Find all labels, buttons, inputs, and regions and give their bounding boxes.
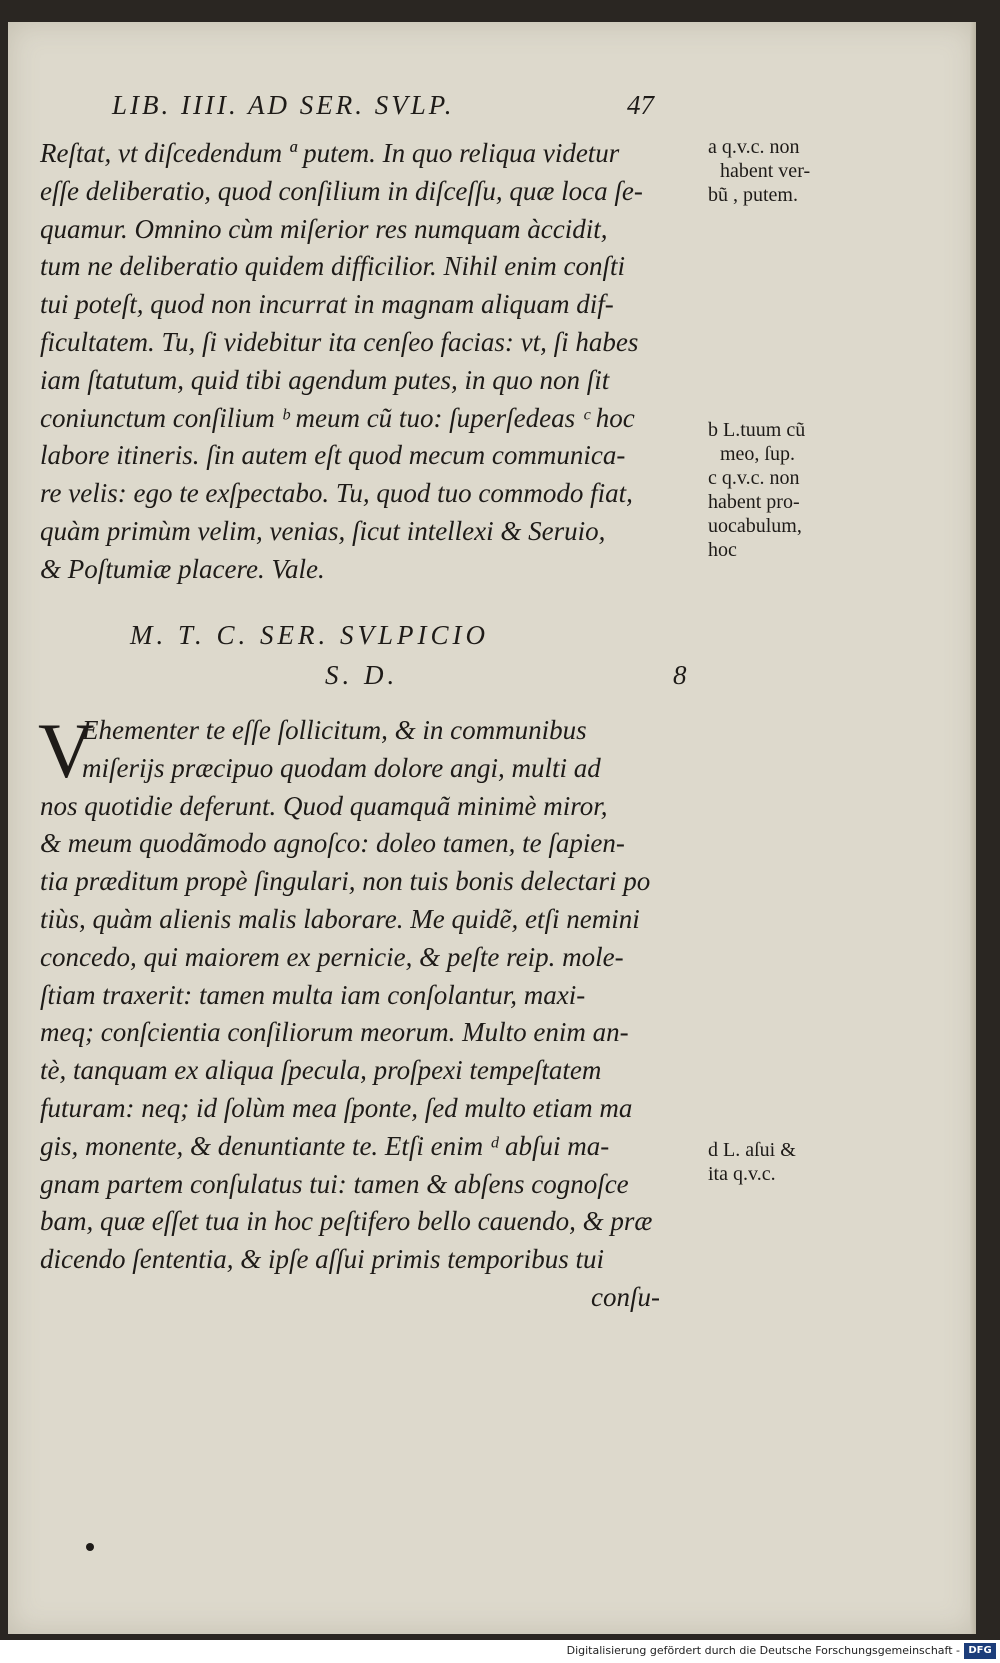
letter-line: miſerijs præcipuo quodam dolore angi, multi ad xyxy=(82,752,601,783)
letter-line: gnam partem conſulatus tui: tamen & abſens cognoſce xyxy=(40,1168,629,1199)
letter-heading-line2: S. D. xyxy=(325,660,399,690)
text-line: quàm primùm velim, venias, ſicut intellexi & Seruio, xyxy=(40,515,606,546)
catchword: conſu- xyxy=(591,1281,660,1312)
margin-note-line: habent pro- xyxy=(708,491,800,513)
margin-note-line: ita q.v.c. xyxy=(708,1163,776,1185)
text-line: quamur. Omnino cùm miſerior res numquam àccidit, xyxy=(40,213,608,244)
margin-note-line: habent ver- xyxy=(720,160,811,182)
margin-note-bc xyxy=(708,420,805,564)
margin-note-line: b L.tuum cũ xyxy=(708,419,806,441)
letter-line: tiùs, quàm alienis malis laborare. Me quidẽ, etſi nemini xyxy=(40,903,640,934)
letter-line: tia præditum propè ſingulari, non tuis bonis delectari po xyxy=(40,866,651,897)
margin-note-line: hoc xyxy=(708,539,737,561)
ink-dot xyxy=(86,1543,94,1551)
text-line: iam ſtatutum, quid tibi agendum putes, in quo non ſit xyxy=(40,364,610,395)
margin-note-line: uocabulum, xyxy=(708,515,802,537)
page-edge xyxy=(970,22,976,1634)
letter-heading-line1: M. T. C. SER. SVLPICIO xyxy=(130,620,489,650)
text-line: eſſe deliberatio, quod conſilium in diſceſſu, quæ loca ſe- xyxy=(40,175,643,206)
letter-line: dicendo ſententia, & ipſe aſſui primis temporibus tui xyxy=(40,1244,604,1275)
letter-body xyxy=(38,707,700,1317)
letter-line: futuram: neq; id ſolùm mea ſponte, ſed multo etiam ma xyxy=(40,1092,633,1123)
letter-line: meq; conſcientia conſiliorum meorum. Multo enim an- xyxy=(40,1017,629,1048)
letter-line: & meum quodãmodo agnoſco: doleo tamen, te ſapien- xyxy=(40,828,625,859)
funding-notice: Digitalisierung gefördert durch die Deutsche Forschungsgemeinschaft - xyxy=(566,1644,960,1657)
margin-note-line: c q.v.c. non xyxy=(708,467,800,489)
letter-heading xyxy=(130,620,690,690)
letter-line: concedo, qui maiorem ex pernicie, & peſte reip. mole- xyxy=(40,941,624,972)
text-line: labore itineris. ſin autem eſt quod mecum communica- xyxy=(40,440,626,471)
margin-note-line: bũ , putem. xyxy=(708,184,798,206)
drop-cap: V xyxy=(38,707,95,794)
letter-line: bam, quæ eſſet tua in hoc peſtifero bello cauendo, & præ xyxy=(40,1206,653,1237)
margin-note-line: meo, ſup. xyxy=(720,443,795,465)
margin-note-line: a q.v.c. non xyxy=(708,136,800,158)
dfg-logo: DFG xyxy=(964,1643,996,1659)
page-number: 47 xyxy=(627,90,654,120)
letter-line: nos quotidie deferunt. Quod quamquã minimè miror, xyxy=(40,790,608,821)
margin-note-line: d L. aſui & xyxy=(708,1139,796,1161)
letter-number: 8 xyxy=(673,660,687,690)
margin-note-a xyxy=(708,137,810,209)
text-line: coniunctum conſilium ᵇ meum cũ tuo: ſuperſedeas ᶜ hoc xyxy=(40,402,635,433)
text-line: Reſtat, vt diſcedendum ª putem. In quo reliqua videtur xyxy=(40,138,620,168)
letter-line: tè, tanquam ex aliqua ſpecula, proſpexi tempeſtatem xyxy=(40,1055,602,1086)
letter-line: ſtiam traxerit: tamen multa iam conſolantur, maxi- xyxy=(40,979,586,1010)
main-text-block xyxy=(40,135,700,589)
footer-bar xyxy=(0,1640,1000,1663)
running-head-title: LIB. IIII. AD SER. SVLP. xyxy=(112,90,455,120)
text-line: & Poſtumiæ placere. Vale. xyxy=(40,553,325,584)
margin-note-d xyxy=(708,1140,796,1188)
running-head xyxy=(112,90,672,121)
text-line: tum ne deliberatio quidem difficilior. Nihil enim conſti xyxy=(40,251,625,282)
text-line: ficultatem. Tu, ſi videbitur ita cenſeo facias: vt, ſi habes xyxy=(40,326,639,357)
letter-line: Ehementer te eſſe ſollicitum, & in communibus xyxy=(82,715,587,745)
letter-line: gis, monente, & denuntiante te. Etſi enim ᵈ abſui ma- xyxy=(40,1130,610,1161)
text-line: tui poteſt, quod non incurrat in magnam aliquam dif- xyxy=(40,289,614,320)
text-line: re velis: ego te exſpectabo. Tu, quod tuo commodo fiat, xyxy=(40,478,633,509)
